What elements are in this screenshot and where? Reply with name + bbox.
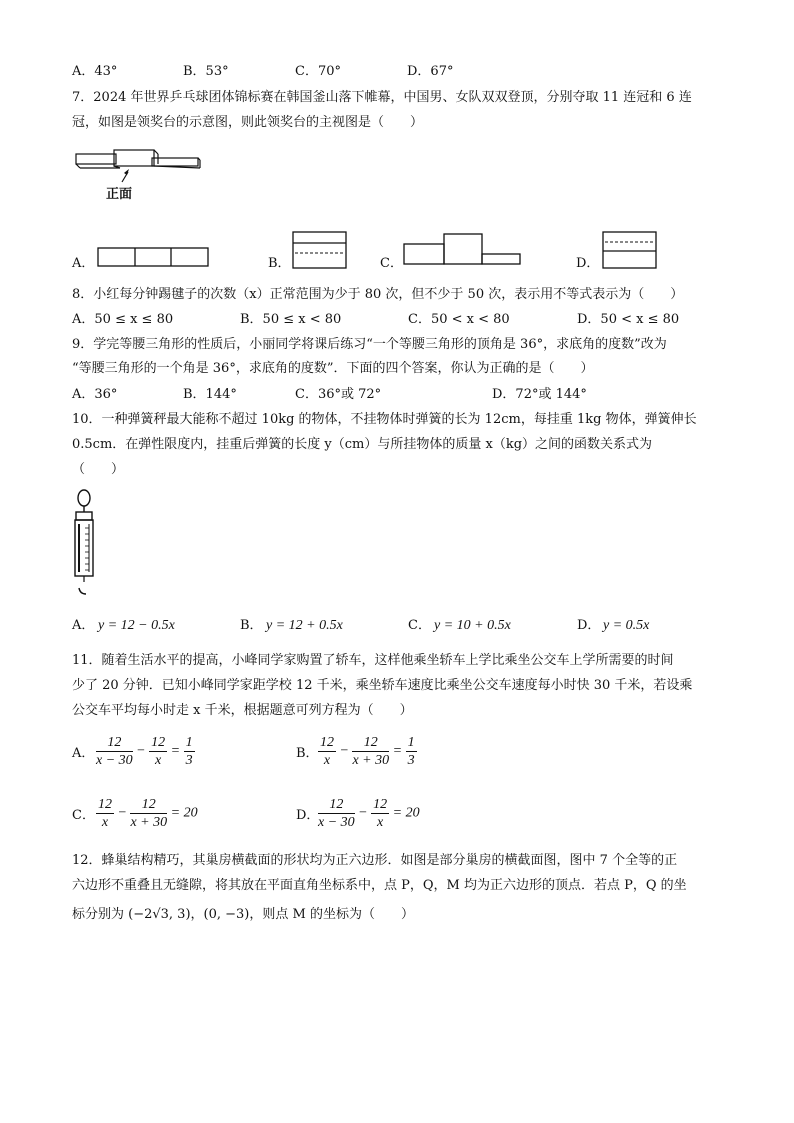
q7-option-c-label[interactable]: C． (380, 256, 403, 271)
q8-option-b[interactable]: B．50 ≤ x < 80 (240, 312, 342, 327)
q9-option-b[interactable]: B．144° (183, 387, 237, 402)
q10-option-d[interactable]: y = 0.5x (603, 618, 650, 633)
q11-option-b-label[interactable]: B． (296, 746, 319, 761)
q9-option-c[interactable]: C．36°或 72° (295, 387, 382, 402)
q7-option-d-figure[interactable] (602, 231, 657, 269)
q8-option-a[interactable]: A．50 ≤ x ≤ 80 (72, 312, 174, 327)
q11-text-line1: 11．随着生活水平的提高，小峰同学家购置了轿车，这样他乘坐轿车上学比乘坐公交车上学所需要的时间 (72, 653, 674, 668)
q11-option-a[interactable]: $\frac{12}{x - 30}$ − $\frac{12}{x}$ = $\frac{1}{3}$ (96, 735, 193, 768)
q7-option-a-figure[interactable] (97, 247, 209, 267)
q10-option-b[interactable]: y = 12 + 0.5x (266, 618, 343, 633)
q11-text-line2: 少了 20 分钟．已知小峰同学家距学校 12 千米，乘坐轿车速度比乘坐公交车速度每小时快 30 千米，若设乘 (72, 678, 693, 693)
q11-option-a-label[interactable]: A． (72, 746, 95, 761)
q7-option-a-label[interactable]: A． (72, 256, 95, 271)
q10-text-line3: （ ） (72, 462, 125, 477)
q11-option-d[interactable]: $\frac{12}{x - 30}$ − $\frac{12}{x}$ = 20 (318, 797, 420, 830)
q6-option-b[interactable]: B．53° (183, 64, 229, 79)
q11-option-b[interactable]: $\frac{12}{x}$ − $\frac{12}{x + 30}$ = $\frac{1}{3}$ (320, 735, 415, 768)
podium-center (114, 150, 154, 166)
q7-option-b-label[interactable]: B． (268, 256, 291, 271)
q9-option-d[interactable]: D．72°或 144° (492, 387, 587, 402)
q8-option-d[interactable]: D．50 < x ≤ 80 (577, 312, 680, 327)
q10-option-a[interactable]: y = 12 − 0.5x (98, 618, 175, 633)
q9-text-line2: “等腰三角形的一个角是 36°，求底角的度数”．下面的四个答案，你认为正确的是（ ） (72, 361, 594, 376)
q6-option-a[interactable]: A．43° (72, 64, 118, 79)
q11-option-c-label[interactable]: C． (72, 808, 95, 823)
q12-text-line1: 12．蜂巢结构精巧，其巢房横截面的形状均为正六边形．如图是部分巢房的横截面图，图中 7 个全等的正 (72, 853, 678, 868)
q11-option-c[interactable]: $\frac{12}{x}$ − $\frac{12}{x + 30}$ = 20 (98, 797, 198, 830)
q10-option-c[interactable]: y = 10 + 0.5x (434, 618, 511, 633)
q12-text-line3: 标分别为 (−2√3, 3)，(0, −3)，则点 M 的坐标为（ ） (72, 907, 414, 922)
q10-option-d-label[interactable]: D． (577, 618, 601, 633)
q10-option-b-label[interactable]: B． (240, 618, 263, 633)
q7-option-d-label[interactable]: D． (576, 256, 600, 271)
q11-option-d-label[interactable]: D． (296, 808, 320, 823)
q12-text-line2: 六边形不重叠且无缝隙，将其放在平面直角坐标系中，点 P，Q，M 均为正六边形的顶点．若点 P，Q 的坐 (72, 878, 687, 893)
q6-option-c[interactable]: C．70° (295, 64, 341, 79)
q10-option-a-label[interactable]: A． (72, 618, 95, 633)
q9-option-a[interactable]: A．36° (72, 387, 118, 402)
q10-option-c-label[interactable]: C． (408, 618, 431, 633)
q7-option-b-figure[interactable] (292, 231, 347, 269)
q7-text-line2: 冠，如图是领奖台的示意图，则此领奖台的主视图是（ ） (72, 115, 424, 130)
spring-scale-figure (70, 488, 100, 598)
front-label: 正面 (106, 187, 133, 202)
q10-text-line1: 10．一种弹簧秤最大能称不超过 10kg 的物体，不挂物体时弹簧的长为 12cm，每挂重 1kg 物体，弹簧伸长 (72, 412, 697, 427)
q6-option-d[interactable]: D．67° (407, 64, 454, 79)
q8-text-line1: 8．小红每分钟踢毽子的次数（x）正常范围为少于 80 次，但不少于 50 次，表示用不等式表示为（ ） (72, 287, 684, 302)
podium-left (76, 154, 116, 164)
q7-text-line1: 7．2024 年世界乒乓球团体锦标赛在韩国釜山落下帷幕，中国男、女队双双登顶，分别夺取 11 连冠和 6 连 (72, 90, 692, 105)
q11-text-line3: 公交车平均每小时走 x 千米，根据题意可列方程为（ ） (72, 703, 413, 718)
q9-text-line1: 9．学完等腰三角形的性质后，小丽同学将课后练习“一个等腰三角形的顶角是 36°，求底角的度数”改为 (72, 337, 667, 352)
q10-text-line2: 0.5cm．在弹性限度内，挂重后弹簧的长度 y（cm）与所挂物体的质量 x（kg）之间的函数关系式为 (72, 437, 653, 452)
podium-figure (72, 148, 202, 208)
q7-option-c-figure[interactable] (403, 233, 521, 265)
podium-right (152, 158, 198, 166)
q8-option-c[interactable]: C．50 < x < 80 (408, 312, 510, 327)
